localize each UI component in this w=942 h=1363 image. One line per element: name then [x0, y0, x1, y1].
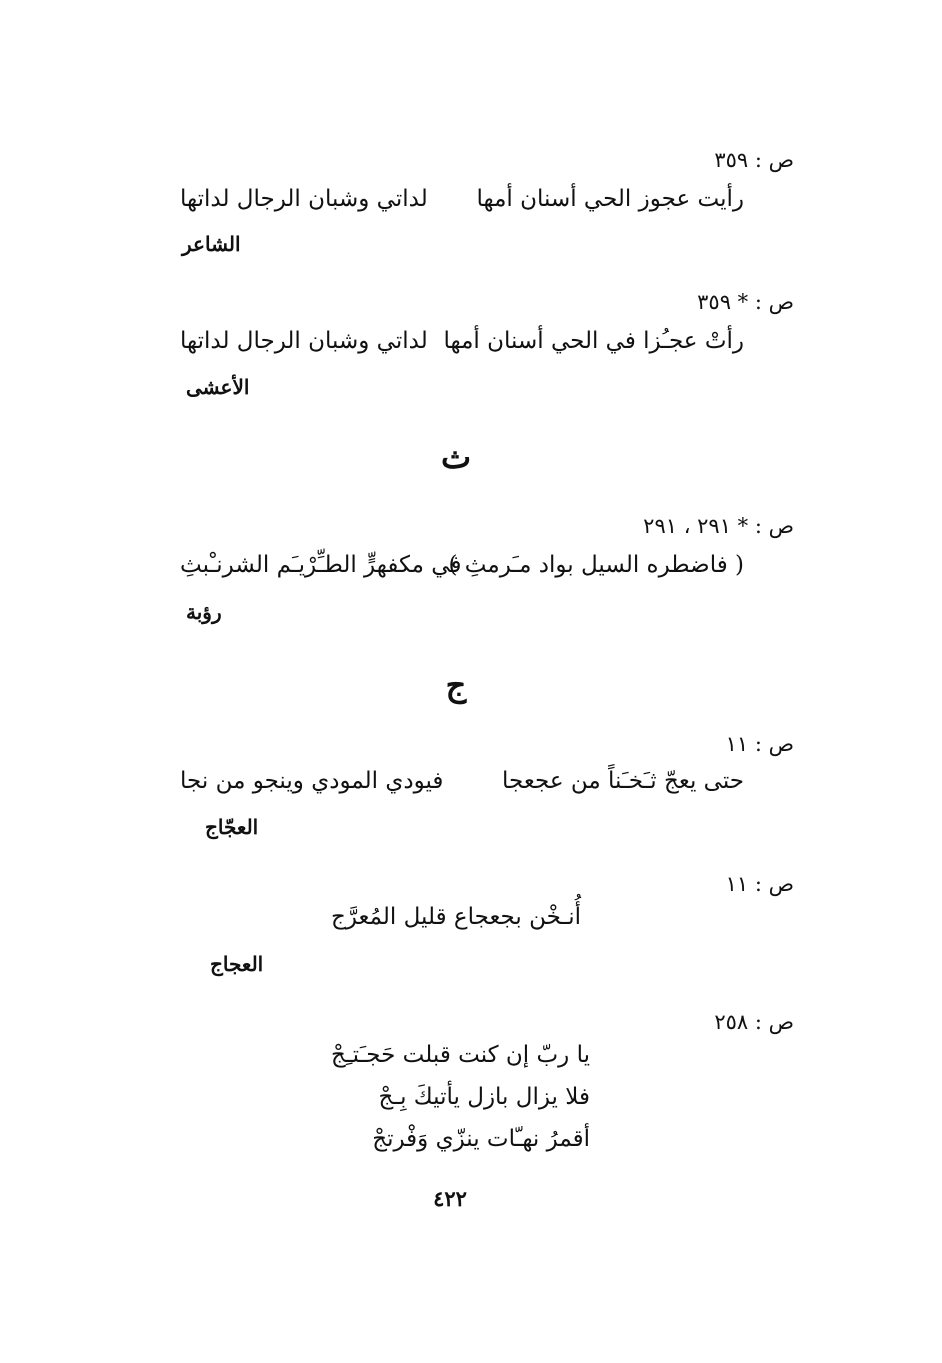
page-number: ٤٢٢ [433, 1186, 467, 1211]
page-reference: ص : * ٢٩١ ، ٢٩١ [643, 514, 794, 538]
rajaz-verse-line: يا ربّ إن كنت قبلت حَجـَتـِجْ [331, 1042, 590, 1068]
poet-name: رؤبة [186, 600, 222, 624]
page-reference: ص : ١١ [725, 732, 794, 756]
section-letter-heading: ج [445, 666, 467, 704]
poet-name: الشاعر [182, 232, 241, 256]
single-verse-line: أُنـخْن بجعجاع قليل المُعرَّج [330, 904, 582, 930]
page-reference: ص : * ٣٥٩ [697, 290, 794, 314]
verse-first-hemistich: ( فاضطره السيل بواد مـَرمثِ ) [448, 552, 744, 578]
poet-name: العجّاج [205, 815, 259, 839]
verse-first-hemistich: رأيت عجوز الحي أسنان أمها [476, 186, 744, 212]
page-reference: ص : ٢٥٨ [714, 1010, 794, 1034]
verse-first-hemistich: رأتْ عجـُزا في الحي أسنان أمها [443, 328, 744, 354]
poet-name: الأعشى [186, 375, 250, 399]
section-letter-heading: ث [440, 438, 472, 476]
page-reference: ص : ١١ [725, 872, 794, 896]
verse-second-hemistich: فيودي المودي وينجو من نجا [180, 768, 444, 794]
rajaz-verse-line: فلا يزال بازل يأتيكَ بِـجْ [378, 1084, 590, 1110]
verse-second-hemistich: لداتي وشبان الرجال لداتها [180, 186, 428, 212]
verse-second-hemistich: في مكفهرٍّ الطـِّرْيـَم الشرنـْبثِ [180, 552, 462, 578]
verse-second-hemistich: لداتي وشبان الرجال لداتها [180, 328, 428, 354]
verse-first-hemistich: حتى يعجّ ثـَخـَناً من عجعجا [502, 768, 744, 794]
poet-name: العجاج [210, 952, 264, 976]
rajaz-verse-line: أقمرُ نهـّات ينزّي وَفْرتجْ [372, 1126, 590, 1152]
page-reference: ص : ٣٥٩ [714, 148, 794, 172]
